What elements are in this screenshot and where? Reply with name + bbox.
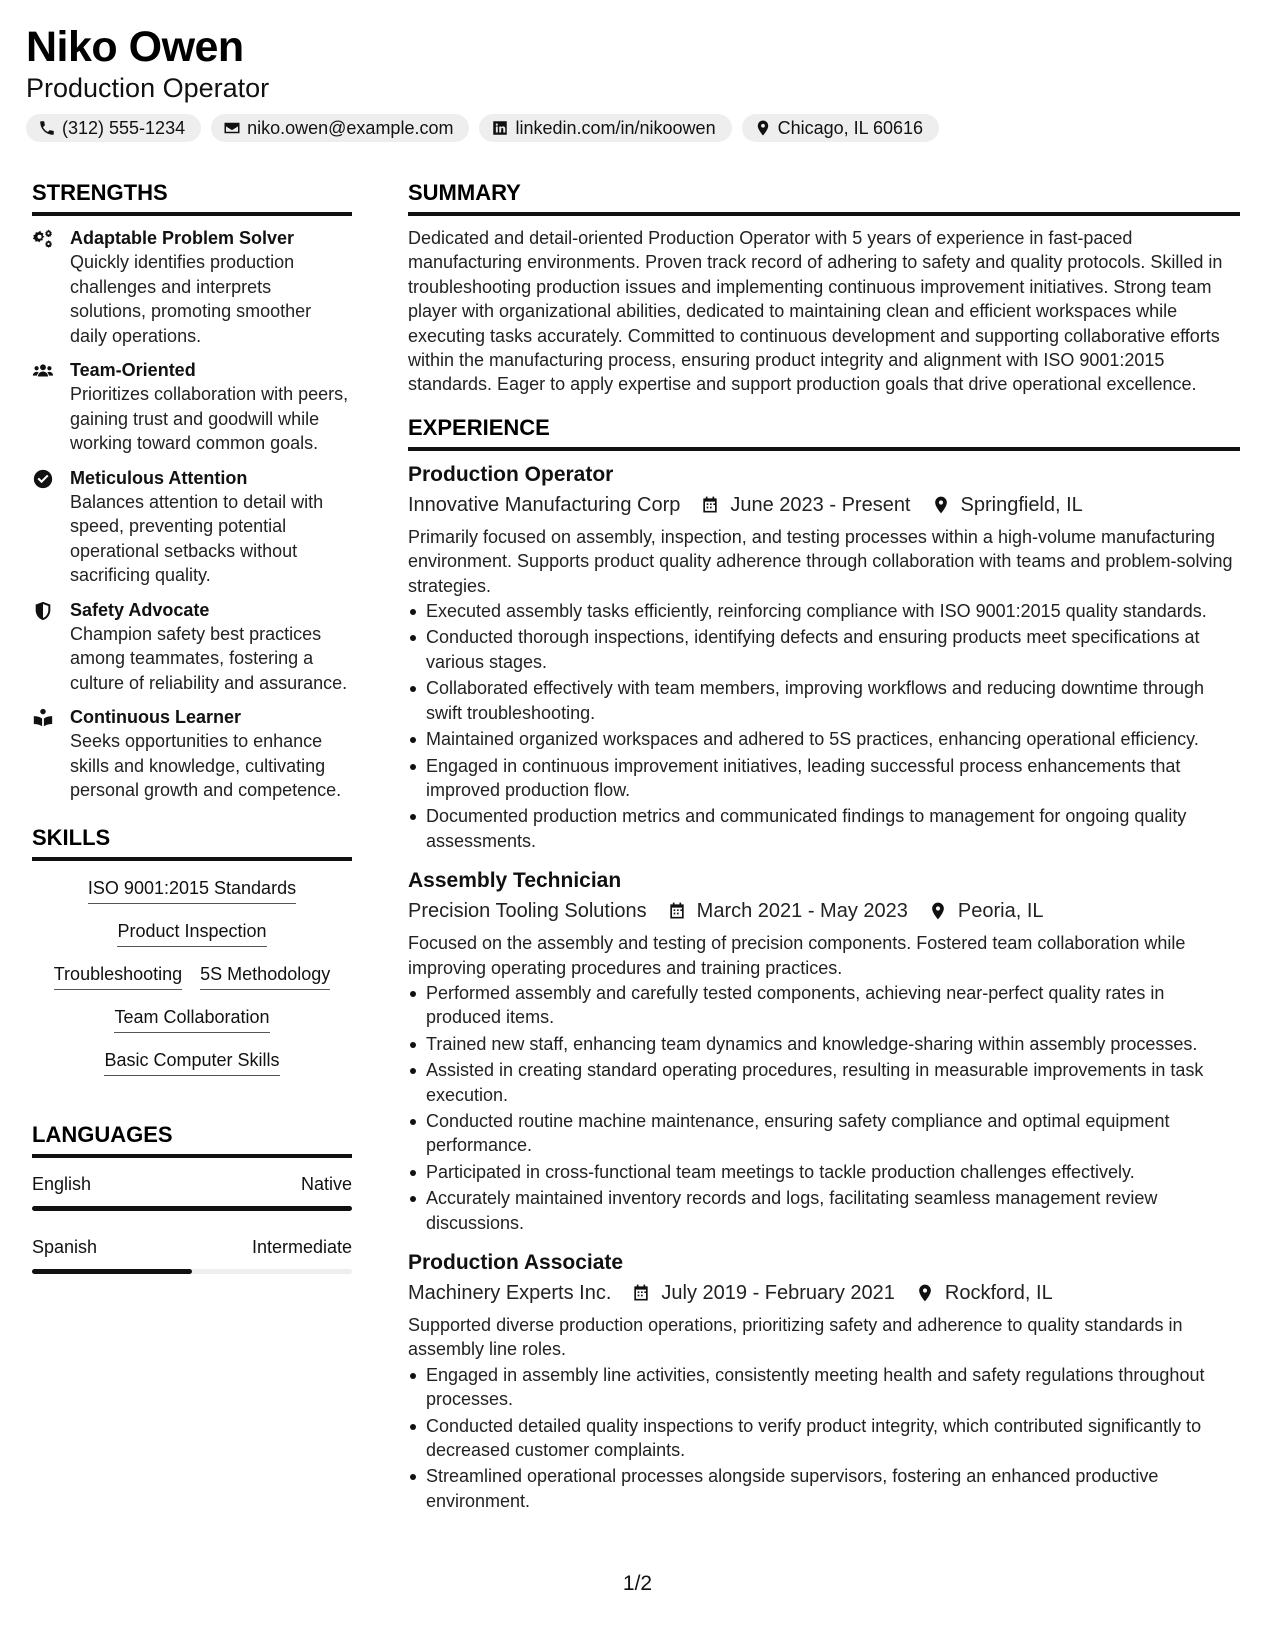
- linkedin-icon: [491, 119, 509, 137]
- experience-heading: EXPERIENCE: [408, 415, 1240, 451]
- job-bullet: Accurately maintained inventory records and logs, facilitating seamless management review discussions.: [408, 1186, 1240, 1235]
- left-column: [32, 180, 352, 1290]
- job-dates: July 2019 - February 2021: [661, 1282, 895, 1304]
- strength-desc: Prioritizes collaboration with peers, gaining trust and goodwill while working toward common goals.: [70, 384, 349, 453]
- contact-email-text: niko.owen@example.com: [247, 118, 454, 138]
- job-location: Peoria, IL: [957, 900, 1044, 923]
- candidate-title: Production Operator: [26, 73, 270, 103]
- job-bullet: Engaged in assembly line activities, consistently meeting health and safety regulations throughout processes.: [408, 1363, 1240, 1412]
- contact-linkedin-text: linkedin.com/in/nikoowen: [515, 118, 716, 138]
- job-bullet: Trained new staff, enhancing team dynamics and knowledge-sharing within assembly processes.: [408, 1032, 1240, 1056]
- strength-item: [32, 466, 352, 588]
- map-pin-icon: [754, 119, 772, 137]
- job-company: Machinery Experts Inc.: [408, 1282, 612, 1304]
- contact-phone-text: (312) 555-1234: [62, 118, 186, 138]
- strength-title: Team-Oriented: [70, 360, 196, 380]
- language-proficiency-bar: [32, 1206, 352, 1211]
- book-reader-icon: [32, 707, 54, 729]
- strength-desc: Seeks opportunities to enhance skills and knowledge, cultivating personal growth and competence.: [70, 731, 342, 800]
- job-title: Assembly Technician: [408, 869, 622, 893]
- job-meta: [408, 897, 1240, 925]
- experience-list: [408, 461, 1240, 1513]
- job-description: Primarily focused on assembly, inspection, and testing processes within a high-volume manufacturing environment. Supports product quality adherence through collaboration with teams and problem-solving strategies.: [408, 526, 1233, 596]
- contact-location-text: Chicago, IL 60616: [777, 118, 924, 138]
- job-description: Supported diverse production operations, prioritizing safety and adherence to quality standards in assembly line roles.: [408, 1315, 1183, 1360]
- language-item: [32, 1172, 352, 1211]
- skills-heading: SKILLS: [32, 825, 352, 861]
- job-meta: [408, 1279, 1240, 1307]
- strength-item: [32, 598, 352, 696]
- strength-title: Continuous Learner: [70, 707, 242, 727]
- shield-icon: [32, 600, 54, 622]
- job-bullet: Streamlined operational processes alongside supervisors, fostering an enhanced productive environment.: [408, 1464, 1240, 1513]
- strength-title: Meticulous Attention: [70, 467, 248, 488]
- job-bullet: Performed assembly and carefully tested components, achieving near-perfect quality rates in produced items.: [408, 981, 1240, 1030]
- language-level: Intermediate: [251, 1236, 352, 1257]
- right-column: [408, 180, 1240, 1527]
- job-bullets: [408, 1363, 1240, 1513]
- strengths-heading: STRENGTHS: [32, 180, 352, 216]
- calendar-icon: [667, 901, 687, 921]
- job-bullet: Assisted in creating standard operating procedures, resulting in measurable improvements in task execution.: [408, 1058, 1240, 1107]
- job-bullet: Executed assembly tasks efficiently, reinforcing compliance with ISO 9001:2015 quality standards.: [408, 599, 1240, 623]
- candidate-name: Niko Owen: [26, 23, 244, 71]
- skill-tag: Team Collaboration: [114, 1006, 269, 1033]
- summary-heading: SUMMARY: [408, 180, 1240, 216]
- phone-icon: [38, 119, 56, 137]
- language-item: [32, 1235, 352, 1274]
- strength-desc: Champion safety best practices among teammates, fostering a culture of reliability and assurance.: [70, 623, 348, 693]
- language-name: Spanish: [32, 1236, 98, 1257]
- calendar-icon: [700, 495, 720, 515]
- language-name: English: [32, 1173, 92, 1194]
- map-pin-icon: [915, 1283, 935, 1303]
- job-bullets: [408, 599, 1240, 853]
- contact-location[interactable]: [742, 114, 939, 142]
- page-number: 1/2: [622, 1572, 653, 1595]
- envelope-icon: [223, 119, 241, 137]
- job-dates: June 2023 - Present: [730, 493, 911, 516]
- skill-tag: Basic Computer Skills: [104, 1049, 279, 1076]
- skills-list: [32, 877, 352, 1076]
- job-title: Production Associate: [408, 1251, 624, 1274]
- job-bullet: Conducted detailed quality inspections to verify product integrity, which contributed significantly to decreased customer complaints.: [408, 1414, 1240, 1463]
- job-bullet: Engaged in continuous improvement initiatives, leading successful process enhancements that improved production flow.: [408, 754, 1240, 803]
- strength-desc: Balances attention to detail with speed, preventing potential operational setbacks without sacrificing quality.: [70, 491, 324, 585]
- job-bullets: [408, 981, 1240, 1235]
- job-location: Rockford, IL: [944, 1282, 1053, 1304]
- job-description: Focused on the assembly and testing of precision components. Fostered team collaboration while improving operating procedures and training practices.: [408, 933, 1186, 978]
- users-icon: [32, 360, 54, 382]
- skill-tag: 5S Methodology: [200, 963, 330, 990]
- strength-desc: Quickly identifies production challenges and interprets solutions, promoting smoother daily operations.: [70, 252, 312, 346]
- summary-text: Dedicated and detail-oriented Production Operator with 5 years of experience in fast-paced manufacturing environments. Proven track record of adhering to safety and quality protocols. Skilled in troubleshooting production issues and implementing continuous improvement initiatives. Strong team player with organizational abilities, dedicated to maintaining clean and efficient workspaces while executing tasks accurately. Committed to continuous development and supporting collaborative efforts within the manufacturing process, ensuring product integrity and alignment with ISO 9001:2015 standards. Eager to apply expertise and support production goals that drive operational excellence.: [408, 228, 1223, 395]
- job-entry: [408, 867, 1240, 1235]
- job-entry: [408, 461, 1240, 853]
- job-entry: [408, 1249, 1240, 1513]
- strength-title: Safety Advocate: [70, 599, 210, 620]
- job-bullet: Collaborated effectively with team members, improving workflows and reducing downtime through swift troubleshooting.: [408, 676, 1240, 725]
- language-proficiency-fill: [32, 1206, 352, 1211]
- language-proficiency-fill: [32, 1269, 192, 1274]
- skill-tag: Troubleshooting: [54, 963, 182, 990]
- job-dates: March 2021 - May 2023: [696, 900, 908, 923]
- contact-email[interactable]: [211, 114, 469, 142]
- job-title: Production Operator: [408, 462, 614, 486]
- job-company: Precision Tooling Solutions: [408, 900, 647, 923]
- calendar-icon: [631, 1283, 651, 1303]
- map-pin-icon: [928, 901, 948, 921]
- job-bullet: Maintained organized workspaces and adhered to 5S practices, enhancing operational efficiency.: [408, 727, 1240, 751]
- gears-icon: [32, 228, 54, 250]
- resume-header: [26, 22, 1246, 142]
- contact-bar: [26, 114, 1246, 142]
- check-circle-icon: [32, 468, 54, 490]
- strength-item: [32, 705, 352, 803]
- languages-heading: LANGUAGES: [32, 1122, 352, 1158]
- strength-title: Adaptable Problem Solver: [70, 228, 295, 248]
- contact-linkedin[interactable]: [479, 114, 731, 142]
- job-bullet: Conducted thorough inspections, identifying defects and ensuring products meet specifications at various stages.: [408, 625, 1240, 674]
- job-bullet: Conducted routine machine maintenance, ensuring safety compliance and optimal equipment performance.: [408, 1109, 1240, 1158]
- language-level: Native: [300, 1173, 352, 1194]
- job-company: Innovative Manufacturing Corp: [408, 493, 681, 516]
- strength-item: [32, 358, 352, 456]
- language-proficiency-bar: [32, 1269, 352, 1274]
- map-pin-icon: [931, 495, 951, 515]
- job-meta: [408, 491, 1240, 519]
- skill-tag: Product Inspection: [117, 920, 266, 947]
- strength-item: [32, 226, 352, 348]
- job-bullet: Participated in cross-functional team meetings to tackle production challenges effectively.: [408, 1160, 1240, 1184]
- job-location: Springfield, IL: [960, 493, 1083, 516]
- job-bullet: Documented production metrics and communicated findings to management for ongoing quality assessments.: [408, 804, 1240, 853]
- skill-tag: ISO 9001:2015 Standards: [88, 877, 296, 904]
- contact-phone[interactable]: [26, 114, 201, 142]
